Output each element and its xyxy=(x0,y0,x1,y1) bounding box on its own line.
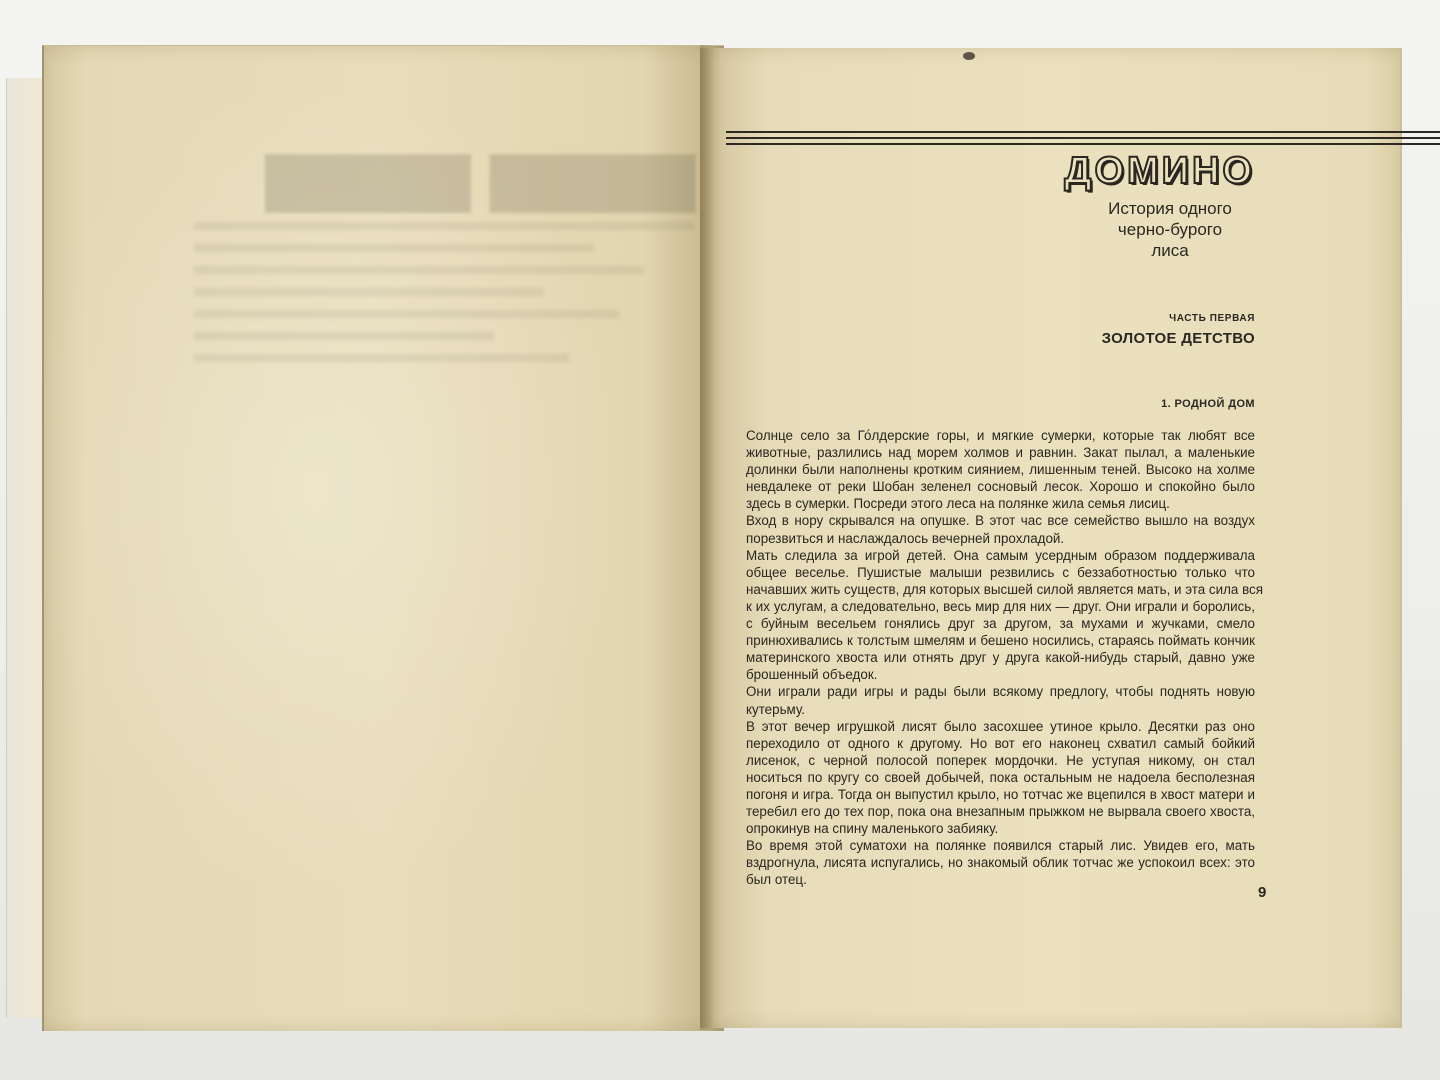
text-line: общее веселье. Пушистые малыши резвились с беззаботностью только что xyxy=(746,564,1255,580)
subtitle-line: черно-бурого xyxy=(1117,220,1223,239)
text-line: вздрогнула, лисята испугались, но знакомый облик тотчас же успокоил всех: это xyxy=(746,855,1255,871)
text-line: погоня и игра. Тогда он выпустил крыло, но тотчас же вцепился в хвост матери и xyxy=(746,786,1255,802)
book-gutter xyxy=(700,45,714,1030)
text-line: переходило от одного к другому. Но вот его наконец схватил самый бойкий xyxy=(746,735,1255,751)
paragraph xyxy=(727,547,1264,684)
paragraph xyxy=(727,837,1255,888)
text-line: теребил его до тех пор, пока она внезапным прыжком не вырвала своего хвоста, xyxy=(746,804,1255,820)
paragraph xyxy=(727,718,1255,838)
title-rule xyxy=(726,143,1440,145)
text-line: Они играли ради игры и рады были всякому предлогу, чтобы поднять новую xyxy=(746,684,1255,700)
left-page xyxy=(42,45,724,1031)
paragraph xyxy=(727,512,1255,546)
text-line: опрокинув на спину маленького забияку. xyxy=(746,821,999,837)
text-line: Вход в нору скрывался на опушке. В этот час все семейство вышло на воздух xyxy=(746,513,1255,529)
text-line: Солнце село за Го́лдерские горы, и мягкие сумерки, которые так любят все xyxy=(746,428,1255,443)
text-line: лисенок, с черной полосой поперек мордочки. Не уступая никому, он стал xyxy=(746,752,1255,768)
text-line: Во время этой суматохи на полянке появился старый лис. Увидев его, мать xyxy=(746,838,1255,854)
text-line: с буйным весельем гонялись друг за другом, за мухами и жучками, смело xyxy=(746,616,1255,632)
part-label: ЧАСТЬ ПЕРВАЯ xyxy=(1169,313,1255,324)
binding-mark xyxy=(963,52,975,60)
text-line: носиться по кругу со своей добычей, пока остальным не надоела бесполезная xyxy=(746,769,1255,785)
text-line: здесь в сумерки. Посреди этого леса на полянке жила семья лисиц. xyxy=(746,496,1170,512)
part-title: ЗОЛОТОЕ ДЕТСТВО xyxy=(1101,330,1255,347)
text-line: животные, разлились над морем холмов и равнин. Закат пылал, а маленькие xyxy=(746,445,1255,461)
section-title: 1. РОДНОЙ ДОМ xyxy=(1161,398,1255,410)
story-title: ДОМИНО xyxy=(1064,150,1255,192)
title-rule xyxy=(726,131,1440,133)
text-line: был отец. xyxy=(746,872,807,888)
title-rule xyxy=(726,137,1440,139)
show-through-text xyxy=(194,138,694,376)
text-line: порезвиться и наслаждалось вечерней прохладой. xyxy=(746,530,1065,546)
page-number: 9 xyxy=(1258,884,1267,901)
text-line: долинки были наполнены кротким сиянием, лишенным теней. Высоко на холме xyxy=(746,462,1255,478)
story-subtitle xyxy=(1085,198,1255,261)
text-line: невдалеке от реки Шобан зеленел сосновый лесок. Хорошо и спокойно было xyxy=(746,479,1255,495)
paragraph xyxy=(727,427,1255,512)
text-line: Мать следила за игрой детей. Она самым усердным образом поддерживала xyxy=(746,547,1255,563)
text-line: начавших жить существ, для которых высшей силой является мать, и эта сила вся xyxy=(746,581,1264,597)
subtitle-line: лиса xyxy=(1151,241,1189,260)
text-line: к их услугам, а следовательно, весь мир для них — друг. Они играли и боролись, xyxy=(746,598,1255,614)
text-line: брошенный объедок. xyxy=(746,667,878,683)
show-through-title: ▆▆▆▆ ▆▆▆▆ xyxy=(264,138,694,210)
text-line: принюхивались к толстым шмелям и бешено носились, стараясь поймать кончик xyxy=(746,633,1255,649)
text-line: В этот вечер игрушкой лисят было засохшее утиное крыло. Десятки раз оно xyxy=(746,718,1255,734)
story-body xyxy=(727,427,1264,889)
text-line: кутерьму. xyxy=(746,701,805,717)
paragraph xyxy=(727,683,1255,717)
text-line: материнского хвоста или отнять друг у друга какой-нибудь старый, давно уже xyxy=(746,650,1255,666)
subtitle-line: История одного xyxy=(1108,199,1232,218)
